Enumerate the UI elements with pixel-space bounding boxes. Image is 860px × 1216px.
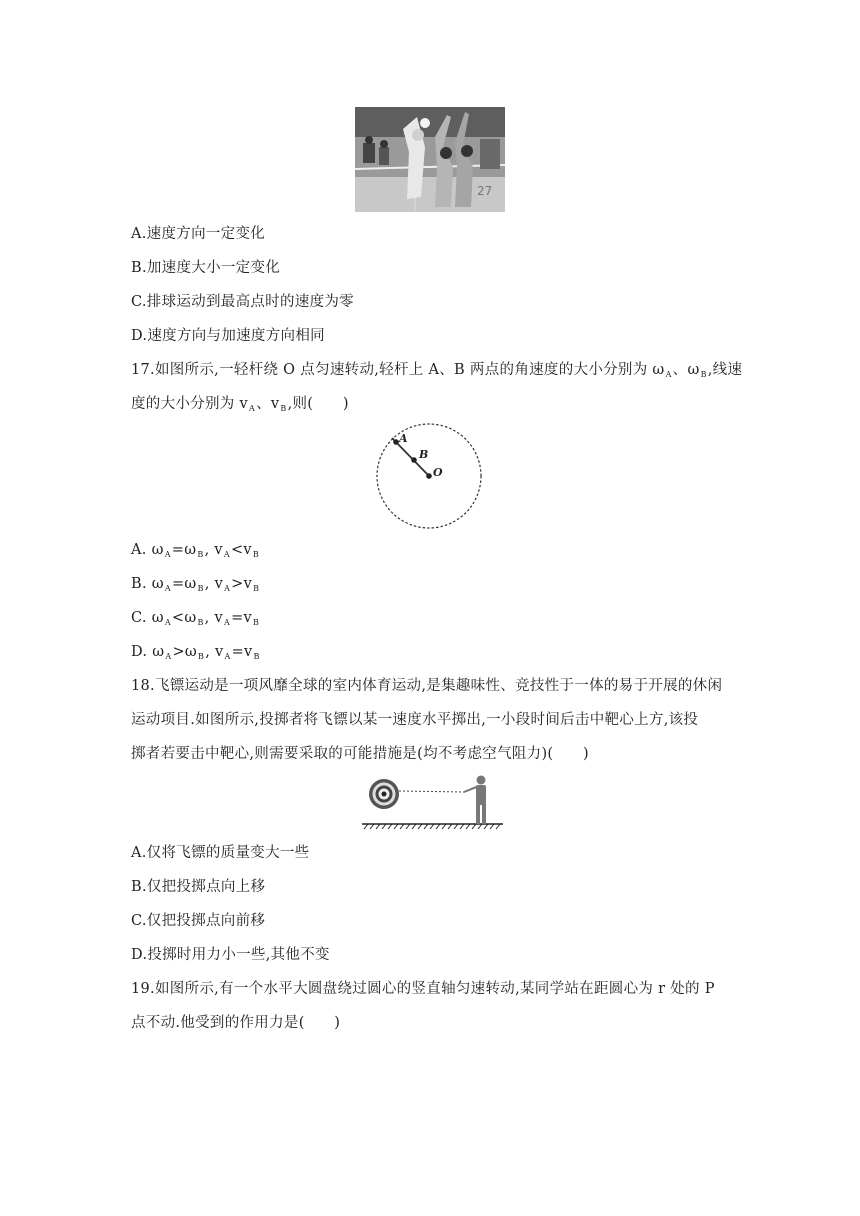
- q16-option-b: B.加速度大小一定变化: [131, 260, 281, 276]
- q18-stem-line1: 18.飞镖运动是一项风靡全球的室内体育运动,是集趣味性、竞技性于一体的易于开展的休闲: [131, 678, 723, 694]
- dart-path: [399, 791, 465, 792]
- q18-option-b: B.仅把投掷点向上移: [131, 879, 266, 895]
- q17-option-d: D. $\omega_A>\omega_B$, $v_A=v_B$: [131, 644, 260, 661]
- point-o: [426, 473, 432, 479]
- dart-throw-figure: [360, 772, 505, 832]
- label-a: A: [399, 432, 408, 445]
- q17-stem-line1: 17.如图所示,一轻杆绕 O 点匀速转动,轻杆上 A、B 两点的角速度的大小分别为 $\omega_A$、$\omega_B$,线速: [131, 362, 743, 379]
- q18-stem-line2: 运动项目.如图所示,投掷者将飞镖以某一速度水平掷出,一小段时间后击中靶心上方,该投: [131, 712, 699, 728]
- q16-option-a: A.速度方向一定变化: [131, 226, 266, 242]
- point-a: [393, 439, 399, 445]
- volleyball-photo: [355, 107, 505, 212]
- point-b: [411, 457, 417, 463]
- q16-option-c: C.排球运动到最高点时的速度为零: [131, 294, 354, 310]
- q18-option-c: C.仅把投掷点向前移: [131, 913, 266, 929]
- label-b: B: [419, 448, 429, 461]
- q17-option-a: A. $\omega_A=\omega_B$, $v_A<v_B$: [131, 542, 260, 559]
- dartboard: [369, 779, 399, 809]
- svg-text:27: 27: [477, 184, 493, 198]
- q19-stem-line2: 点不动.他受到的作用力是( ): [131, 1015, 341, 1031]
- q17-stem-line2: 度的大小分别为 $v_A$、$v_B$,则( ): [131, 396, 349, 413]
- q18-option-a: A.仅将飞镖的质量变大一些: [131, 845, 310, 861]
- q18-stem-line3: 掷者若要击中靶心,则需要采取的可能措施是(均不考虑空气阻力)( ): [131, 746, 589, 762]
- q18-option-d: D.投掷时用力小一些,其他不变: [131, 947, 330, 963]
- q17-option-c: C. $\omega_A<\omega_B$, $v_A=v_B$: [131, 610, 260, 627]
- label-o: O: [433, 466, 443, 479]
- thrower: [464, 776, 486, 825]
- q16-option-d: D.速度方向与加速度方向相同: [131, 328, 325, 344]
- q19-stem-line1: 19.如图所示,有一个水平大圆盘绕过圆心的竖直轴匀速转动,某同学站在距圆心为 r 处的 P: [131, 981, 715, 997]
- rotating-rod-figure: [370, 420, 490, 532]
- q17-option-b: B. $\omega_A=\omega_B$, $v_A>v_B$: [131, 576, 260, 593]
